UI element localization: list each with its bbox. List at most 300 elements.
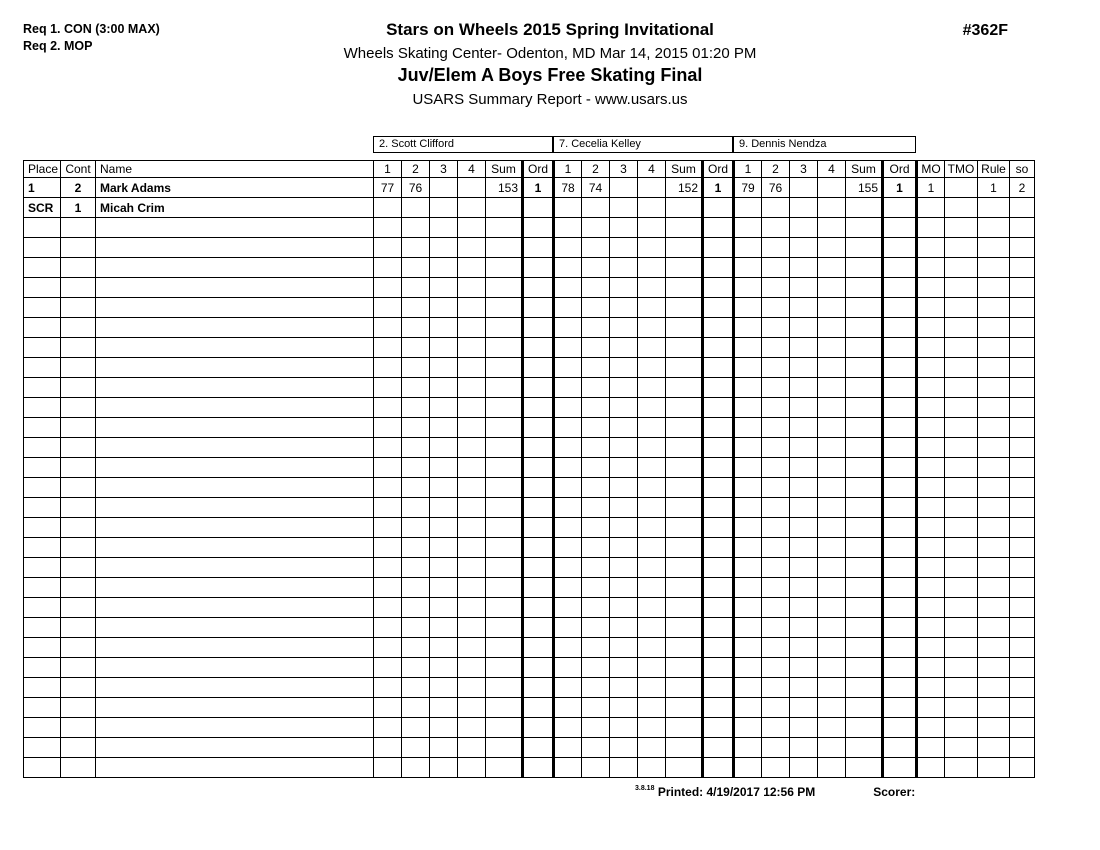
judge3-ord-cell	[883, 738, 917, 758]
judge1-score-cell	[430, 558, 458, 578]
tmo-cell	[945, 218, 978, 238]
judge2-score-cell	[582, 438, 610, 458]
place-cell	[24, 458, 61, 478]
table-row	[24, 758, 1035, 778]
judge1-sum-cell	[486, 198, 523, 218]
col-j3-1: 1	[734, 161, 762, 178]
judge2-score-cell	[638, 178, 666, 198]
so-cell	[1010, 598, 1035, 618]
judge2-ord-cell	[703, 258, 734, 278]
judge1-score-cell	[430, 458, 458, 478]
judge1-score-cell	[402, 718, 430, 738]
judge1-score-cell	[402, 618, 430, 638]
judge2-score-cell	[554, 598, 582, 618]
judge2-ord-cell	[703, 278, 734, 298]
table-row	[24, 558, 1035, 578]
judge3-sum-cell	[846, 578, 883, 598]
cont-cell	[61, 678, 96, 698]
judge1-sum-cell	[486, 238, 523, 258]
place-cell	[24, 378, 61, 398]
cont-cell	[61, 498, 96, 518]
judge2-score-cell	[582, 638, 610, 658]
judge3-score-cell	[734, 578, 762, 598]
judge1-score-cell	[402, 218, 430, 238]
judge3-score-cell	[818, 258, 846, 278]
table-row	[24, 438, 1035, 458]
judge3-sum-cell	[846, 358, 883, 378]
judge1-score-cell	[402, 498, 430, 518]
judge3-sum-cell	[846, 258, 883, 278]
judge2-score-cell	[638, 738, 666, 758]
judge3-sum-cell	[846, 378, 883, 398]
place-cell	[24, 738, 61, 758]
judge3-score-cell	[790, 598, 818, 618]
printed-timestamp: Printed: 4/19/2017 12:56 PM	[657, 785, 816, 799]
rule-cell	[978, 338, 1010, 358]
judge2-score-cell	[610, 738, 638, 758]
judge1-score-cell	[374, 758, 402, 778]
judge1-score-cell	[430, 418, 458, 438]
judge2-score-cell	[610, 318, 638, 338]
rule-cell	[978, 618, 1010, 638]
judge3-score-cell	[762, 498, 790, 518]
judge1-score-cell	[458, 618, 486, 638]
judge3-sum-cell	[846, 278, 883, 298]
judge3-score-cell	[818, 598, 846, 618]
judge1-score-cell	[458, 498, 486, 518]
judge1-score-cell	[402, 698, 430, 718]
judge1-sum-cell	[486, 658, 523, 678]
judge3-ord-cell	[883, 198, 917, 218]
judge3-score-cell	[818, 478, 846, 498]
table-row	[24, 478, 1035, 498]
judge3-sum-cell	[846, 598, 883, 618]
judge1-ord-cell	[523, 218, 554, 238]
judge3-score-cell	[818, 538, 846, 558]
judge1-score-cell	[458, 198, 486, 218]
judge3-ord-cell	[883, 678, 917, 698]
judge3-ord-cell	[883, 418, 917, 438]
place-cell	[24, 598, 61, 618]
judge1-sum-cell	[486, 598, 523, 618]
judge1-score-cell	[458, 418, 486, 438]
judge3-score-cell	[734, 298, 762, 318]
judge1-score-cell	[374, 558, 402, 578]
judge1-sum-cell	[486, 378, 523, 398]
judge2-score-cell	[582, 738, 610, 758]
judge2-sum-cell	[666, 398, 703, 418]
judge3-score-cell	[790, 618, 818, 638]
judge2-score-cell	[554, 658, 582, 678]
judge1-score-cell	[374, 298, 402, 318]
judge3-score-cell	[734, 538, 762, 558]
judge3-ord-cell	[883, 638, 917, 658]
judge1-score-cell	[458, 758, 486, 778]
so-cell	[1010, 738, 1035, 758]
judge2-ord-cell	[703, 438, 734, 458]
judge1-ord-cell	[523, 338, 554, 358]
judge2-score-cell	[638, 478, 666, 498]
judge1-score-cell	[402, 738, 430, 758]
table-body	[24, 178, 1035, 778]
place-cell	[24, 218, 61, 238]
mo-cell	[917, 558, 945, 578]
tmo-cell	[945, 298, 978, 318]
table-row	[24, 198, 1035, 218]
judge2-ord-cell	[703, 738, 734, 758]
mo-cell	[917, 478, 945, 498]
name-cell	[96, 758, 374, 778]
judge3-sum-cell	[846, 218, 883, 238]
judge1-score-cell	[374, 678, 402, 698]
judge2-sum-cell	[666, 738, 703, 758]
judge1-score-cell	[374, 538, 402, 558]
judge3-score-cell	[734, 498, 762, 518]
judge2-score-cell	[554, 718, 582, 738]
judge1-ord-cell	[523, 518, 554, 538]
judge3-score-cell	[790, 478, 818, 498]
col-j3-ord: Ord	[883, 161, 917, 178]
col-j2-sum: Sum	[666, 161, 703, 178]
table-row	[24, 338, 1035, 358]
rule-cell	[978, 698, 1010, 718]
judge2-score-cell	[582, 618, 610, 638]
place-cell	[24, 658, 61, 678]
judge1-ord-cell	[523, 458, 554, 478]
footer	[23, 785, 1034, 799]
judge1-score-cell	[374, 498, 402, 518]
judge3-score-cell	[790, 418, 818, 438]
judge2-sum-cell	[666, 598, 703, 618]
mo-cell	[917, 618, 945, 638]
rule-cell	[978, 598, 1010, 618]
cont-cell	[61, 638, 96, 658]
judge1-score-cell	[458, 698, 486, 718]
judge2-score-cell	[554, 438, 582, 458]
judge1-sum-cell	[486, 718, 523, 738]
judge2-ord-cell	[703, 518, 734, 538]
judge3-score-cell	[818, 178, 846, 198]
judge2-score-cell	[638, 658, 666, 678]
cont-cell	[61, 618, 96, 638]
judge2-score-cell	[554, 358, 582, 378]
judge1-ord-cell	[523, 258, 554, 278]
judge2-score-cell	[582, 758, 610, 778]
tmo-cell	[945, 458, 978, 478]
judge2-score-cell	[582, 398, 610, 418]
tmo-cell	[945, 398, 978, 418]
judge1-ord-cell	[523, 498, 554, 518]
judge3-score-cell	[790, 718, 818, 738]
judge2-score-cell	[638, 718, 666, 738]
judge1-ord-cell	[523, 398, 554, 418]
judge3-ord-cell	[883, 458, 917, 478]
judge2-sum-cell	[666, 518, 703, 538]
col-j2-3: 3	[610, 161, 638, 178]
judge2-ord-cell	[703, 758, 734, 778]
judge3-score-cell	[818, 498, 846, 518]
judge2-score-cell	[610, 638, 638, 658]
judge3-ord-cell	[883, 338, 917, 358]
judge1-score-cell	[430, 258, 458, 278]
judge1-score-cell	[430, 178, 458, 198]
judge-2-name-box: 7. Cecelia Kelley	[553, 136, 733, 153]
judge2-score-cell	[610, 618, 638, 638]
judge2-score-cell	[638, 438, 666, 458]
judge3-score-cell	[762, 418, 790, 438]
judge1-sum-cell	[486, 278, 523, 298]
judge3-score-cell	[818, 718, 846, 738]
name-cell	[96, 238, 374, 258]
judge2-score-cell	[554, 618, 582, 638]
judge1-score-cell	[430, 198, 458, 218]
table-row	[24, 358, 1035, 378]
judge3-ord-cell	[883, 658, 917, 678]
judge3-score-cell	[734, 698, 762, 718]
tmo-cell	[945, 198, 978, 218]
judge3-ord-cell	[883, 318, 917, 338]
rule-cell	[978, 578, 1010, 598]
judge1-score-cell	[402, 638, 430, 658]
judge1-score-cell	[430, 598, 458, 618]
judge1-score-cell	[458, 738, 486, 758]
judge3-score-cell	[734, 678, 762, 698]
judge1-sum-cell	[486, 518, 523, 538]
judge3-score-cell	[790, 738, 818, 758]
judge3-sum-cell	[846, 198, 883, 218]
judge3-sum-cell	[846, 498, 883, 518]
judge2-score-cell	[610, 418, 638, 438]
so-cell	[1010, 438, 1035, 458]
col-mo: MO	[917, 161, 945, 178]
venue-date-line: Wheels Skating Center- Odenton, MD Mar 14, 2015 01:20 PM	[343, 45, 757, 62]
judge2-score-cell: 74	[582, 178, 610, 198]
name-cell	[96, 598, 374, 618]
so-cell	[1010, 758, 1035, 778]
judge-1-name-box: 2. Scott Clifford	[373, 136, 553, 153]
rule-cell	[978, 678, 1010, 698]
judge3-score-cell	[734, 338, 762, 358]
table-row	[24, 278, 1035, 298]
judge3-sum-cell	[846, 698, 883, 718]
judge1-score-cell	[430, 318, 458, 338]
judge1-sum-cell	[486, 758, 523, 778]
judge2-score-cell	[582, 698, 610, 718]
judge2-score-cell	[582, 558, 610, 578]
judge3-score-cell	[762, 578, 790, 598]
judge2-score-cell	[638, 458, 666, 478]
mo-cell	[917, 318, 945, 338]
mo-cell	[917, 378, 945, 398]
so-cell	[1010, 718, 1035, 738]
place-cell	[24, 358, 61, 378]
judge3-score-cell	[762, 518, 790, 538]
judge2-score-cell	[638, 338, 666, 358]
place-cell	[24, 438, 61, 458]
place-cell	[24, 238, 61, 258]
judge3-sum-cell	[846, 338, 883, 358]
tmo-cell	[945, 498, 978, 518]
judge3-score-cell	[818, 698, 846, 718]
judge1-score-cell	[458, 398, 486, 418]
col-j2-ord: Ord	[703, 161, 734, 178]
judge1-sum-cell	[486, 458, 523, 478]
judge3-score-cell	[818, 618, 846, 638]
judge1-score-cell	[374, 338, 402, 358]
judge1-score-cell	[458, 578, 486, 598]
table-row	[24, 718, 1035, 738]
judge3-score-cell	[818, 458, 846, 478]
judge1-score-cell	[374, 398, 402, 418]
cont-cell	[61, 238, 96, 258]
judge1-sum-cell	[486, 738, 523, 758]
judge1-score-cell	[374, 278, 402, 298]
tmo-cell	[945, 518, 978, 538]
competition-title: Stars on Wheels 2015 Spring Invitational	[386, 20, 714, 39]
judge1-score-cell	[430, 538, 458, 558]
judge3-score-cell	[762, 758, 790, 778]
judge2-sum-cell	[666, 718, 703, 738]
judge3-score-cell	[734, 518, 762, 538]
judge2-score-cell	[638, 758, 666, 778]
name-cell	[96, 378, 374, 398]
place-cell	[24, 698, 61, 718]
judge2-score-cell	[638, 518, 666, 538]
judge2-score-cell	[554, 258, 582, 278]
judge2-sum-cell	[666, 418, 703, 438]
mo-cell	[917, 438, 945, 458]
judge1-score-cell	[430, 298, 458, 318]
judge-3-name-box: 9. Dennis Nendza	[733, 136, 916, 153]
judge2-score-cell	[638, 238, 666, 258]
judge2-score-cell	[554, 758, 582, 778]
judge3-sum-cell	[846, 638, 883, 658]
judge1-score-cell	[458, 558, 486, 578]
judge1-score-cell	[374, 318, 402, 338]
judge3-ord-cell	[883, 538, 917, 558]
judge2-ord-cell	[703, 338, 734, 358]
judge2-score-cell	[638, 318, 666, 338]
judge1-score-cell	[458, 438, 486, 458]
judge1-score-cell	[458, 258, 486, 278]
requirement-1: Req 1. CON (3:00 MAX)	[23, 22, 160, 36]
place-cell	[24, 498, 61, 518]
table-row	[24, 238, 1035, 258]
name-cell	[96, 418, 374, 438]
judge3-ord-cell	[883, 498, 917, 518]
judge1-ord-cell	[523, 638, 554, 658]
judge3-score-cell	[734, 658, 762, 678]
col-j3-sum: Sum	[846, 161, 883, 178]
rule-cell	[978, 478, 1010, 498]
judge1-ord-cell	[523, 238, 554, 258]
judge2-sum-cell	[666, 318, 703, 338]
judge2-ord-cell	[703, 678, 734, 698]
so-cell	[1010, 218, 1035, 238]
judge2-sum-cell	[666, 578, 703, 598]
judge3-score-cell	[818, 398, 846, 418]
rule-cell	[978, 198, 1010, 218]
rule-cell	[978, 318, 1010, 338]
so-cell	[1010, 238, 1035, 258]
judge3-score-cell	[734, 278, 762, 298]
judge3-score-cell	[734, 758, 762, 778]
judge1-ord-cell	[523, 438, 554, 458]
judge1-sum-cell	[486, 298, 523, 318]
judge2-score-cell	[554, 278, 582, 298]
judge2-score-cell	[638, 498, 666, 518]
judge2-sum-cell	[666, 458, 703, 478]
judge3-ord-cell	[883, 438, 917, 458]
judge1-score-cell: 77	[374, 178, 402, 198]
judge3-score-cell	[818, 338, 846, 358]
judge3-score-cell	[762, 698, 790, 718]
judge3-score-cell	[790, 578, 818, 598]
judge3-ord-cell	[883, 598, 917, 618]
judge2-ord-cell	[703, 558, 734, 578]
judge1-score-cell	[458, 598, 486, 618]
judge2-ord-cell	[703, 598, 734, 618]
col-j2-1: 1	[554, 161, 582, 178]
judge1-ord-cell	[523, 298, 554, 318]
rule-cell	[978, 258, 1010, 278]
judge2-sum-cell	[666, 378, 703, 398]
judge3-score-cell	[762, 358, 790, 378]
rule-cell	[978, 458, 1010, 478]
name-cell	[96, 438, 374, 458]
judge1-score-cell: 76	[402, 178, 430, 198]
judge3-ord-cell	[883, 378, 917, 398]
judge2-score-cell	[610, 658, 638, 678]
judge2-score-cell	[610, 678, 638, 698]
judge3-score-cell	[818, 678, 846, 698]
judge1-ord-cell	[523, 698, 554, 718]
judge2-score-cell	[554, 198, 582, 218]
rule-cell	[978, 418, 1010, 438]
summary-table-wrap	[23, 136, 1034, 778]
judge3-score-cell	[734, 718, 762, 738]
judge3-score-cell	[762, 738, 790, 758]
judge2-ord-cell	[703, 398, 734, 418]
requirement-2: Req 2. MOP	[23, 39, 93, 53]
so-cell	[1010, 678, 1035, 698]
mo-cell	[917, 398, 945, 418]
cont-cell	[61, 758, 96, 778]
mo-cell	[917, 298, 945, 318]
judge2-ord-cell	[703, 478, 734, 498]
name-cell	[96, 498, 374, 518]
judge1-ord-cell	[523, 738, 554, 758]
cont-cell	[61, 598, 96, 618]
name-cell	[96, 538, 374, 558]
name-cell	[96, 558, 374, 578]
judge1-score-cell	[374, 478, 402, 498]
judge1-score-cell	[458, 538, 486, 558]
so-cell	[1010, 258, 1035, 278]
judge3-score-cell	[762, 658, 790, 678]
judge3-score-cell	[790, 518, 818, 538]
judge1-score-cell	[458, 718, 486, 738]
rule-cell	[978, 518, 1010, 538]
judge1-score-cell	[402, 458, 430, 478]
table-row	[24, 738, 1035, 758]
judge2-score-cell	[610, 398, 638, 418]
place-cell	[24, 258, 61, 278]
judge1-ord-cell	[523, 378, 554, 398]
judge1-score-cell	[402, 758, 430, 778]
judge2-score-cell	[610, 558, 638, 578]
cont-cell	[61, 658, 96, 678]
